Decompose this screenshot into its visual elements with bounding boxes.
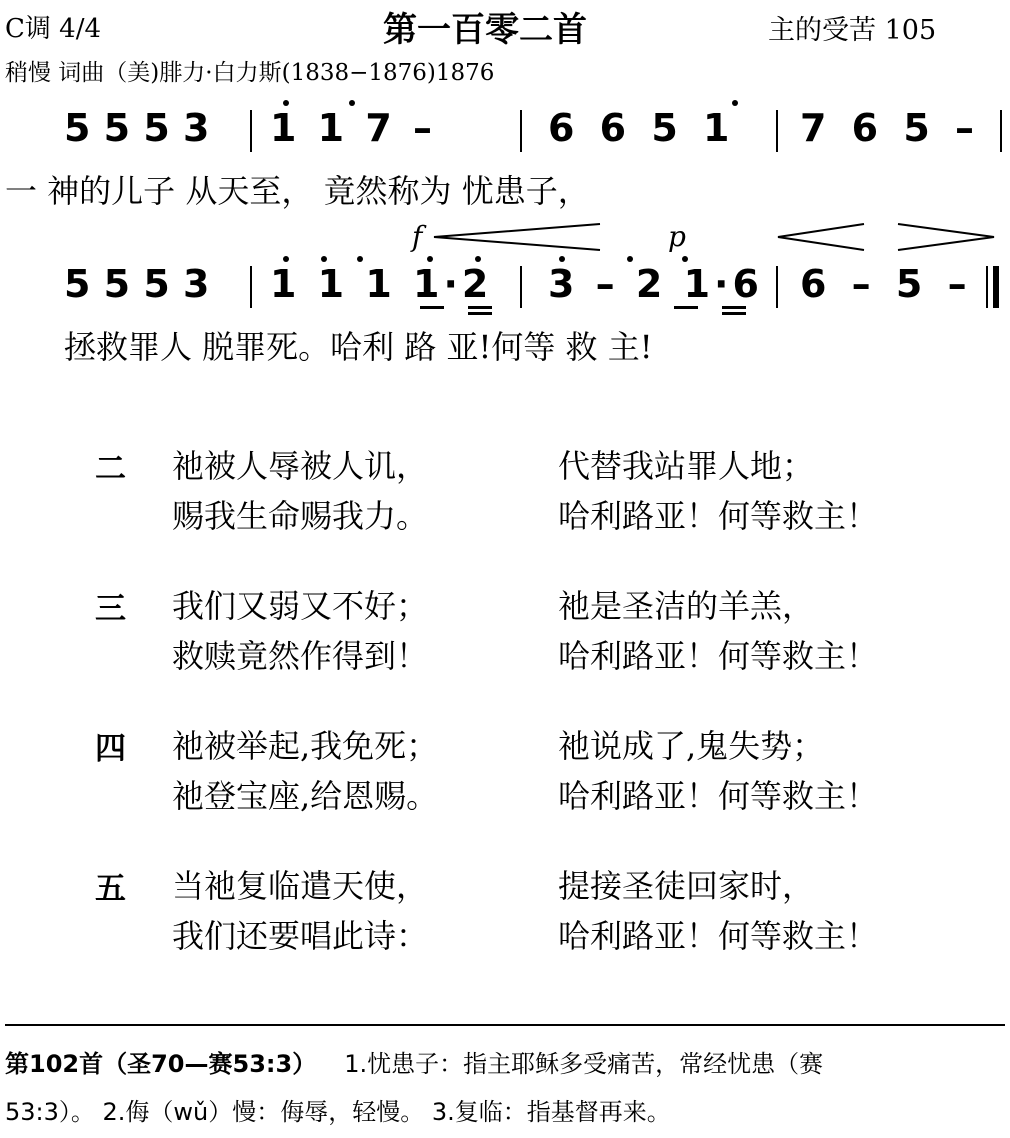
notes-measure-2: 1 1 7 – (270, 106, 437, 150)
notes-measure-3: 6 6 5 1 (548, 106, 736, 150)
barline (520, 110, 522, 152)
decrescendo-hairpin (896, 222, 996, 252)
key-meter: C调 4/4 (5, 14, 102, 44)
footnote-line-1 (5, 1044, 823, 1079)
lyric-line-2: 拯救罪人 脱罪死。哈利 路 亚!何等 救 主! (64, 328, 653, 366)
verse-line: 哈利路亚！何等救主！ (558, 497, 879, 535)
high-octave-dot (682, 256, 688, 262)
high-octave-dot (321, 256, 327, 262)
final-barline-thick (993, 266, 999, 308)
verse-number: 三 (95, 591, 126, 627)
high-octave-dot (427, 256, 433, 262)
eighth-underline (420, 306, 444, 309)
final-barline-thin (986, 266, 988, 308)
barline (1000, 110, 1002, 152)
verse-line: 代替我站罪人地； (558, 447, 815, 485)
verse-line: 救赎竟然作得到！ (172, 637, 429, 675)
notes-measure-3: 3 – 2 1·6 (548, 262, 763, 306)
sixteenth-underline (722, 312, 746, 315)
verse-line: 哈利路亚！何等救主！ (558, 917, 879, 955)
verse-number: 五 (95, 871, 126, 907)
verse-number: 四 (95, 731, 126, 767)
verse-line: 祂登宝座,给恩赐。 (172, 777, 439, 815)
verse-line: 祂被人辱被人讥， (172, 447, 429, 485)
notes-measure-1: 5 5 5 3 (64, 106, 210, 150)
high-octave-dot (559, 256, 565, 262)
sixteenth-underline (468, 312, 492, 315)
footnote-line-2: 53:3）。 2.侮（wǔ）慢：侮辱，轻慢。 3.复临：指基督再来。 (5, 1098, 671, 1126)
notes-measure-4: 7 6 5 – (800, 106, 981, 150)
high-octave-dot (475, 256, 481, 262)
barline (776, 266, 778, 308)
verse-line: 祂被举起,我免死； (172, 727, 439, 765)
footnote-text: 1.忧患子：指主耶稣多受痛苦，常经忧患（赛 (344, 1050, 824, 1078)
section-page: 主的受苦 105 (768, 15, 937, 46)
verse-line: 祂是圣洁的羊羔， (558, 587, 815, 625)
footnote-divider (5, 1024, 1005, 1026)
verse-line: 我们还要唱此诗： (172, 917, 429, 955)
high-octave-dot (349, 100, 355, 106)
verse-line: 提接圣徒回家时， (558, 867, 815, 905)
notes-measure-4: 6 – 5 – (800, 262, 973, 306)
verse-line: 哈利路亚！何等救主！ (558, 637, 879, 675)
dynamic-forte: f (412, 220, 423, 253)
tempo-credit: 稍慢 词曲（美)腓力·白力斯(1838−1876)1876 (5, 60, 495, 86)
footnote-label: 第102首（圣70—赛53:3） (5, 1050, 317, 1078)
notes-measure-2: 1 1 1 1·2 (270, 262, 493, 306)
high-octave-dot (283, 256, 289, 262)
high-octave-dot (732, 100, 738, 106)
sixteenth-underline (722, 306, 746, 309)
barline (776, 110, 778, 152)
eighth-underline (674, 306, 698, 309)
high-octave-dot (627, 256, 633, 262)
barline (520, 266, 522, 308)
notes-measure-1: 5 5 5 3 (64, 262, 210, 306)
verse-line: 祂说成了,鬼失势； (558, 727, 825, 765)
high-octave-dot (283, 100, 289, 106)
verse-line: 当祂复临遣天使， (172, 867, 429, 905)
verse-line: 哈利路亚！何等救主！ (558, 777, 879, 815)
verse-number: 二 (95, 451, 126, 487)
dynamic-piano: p (668, 220, 686, 253)
barline (250, 110, 252, 152)
verse-line: 赐我生命赐我力。 (172, 497, 429, 535)
sixteenth-underline (468, 306, 492, 309)
high-octave-dot (357, 256, 363, 262)
hymn-title: 第一百零二首 (383, 10, 587, 50)
barline (250, 266, 252, 308)
lyric-line-1: 一 神的儿子 从天至， 竟然称为 忧患子， (5, 172, 590, 210)
crescendo-hairpin (776, 222, 866, 252)
verse-line: 我们又弱又不好； (172, 587, 429, 625)
crescendo-hairpin (432, 222, 602, 252)
